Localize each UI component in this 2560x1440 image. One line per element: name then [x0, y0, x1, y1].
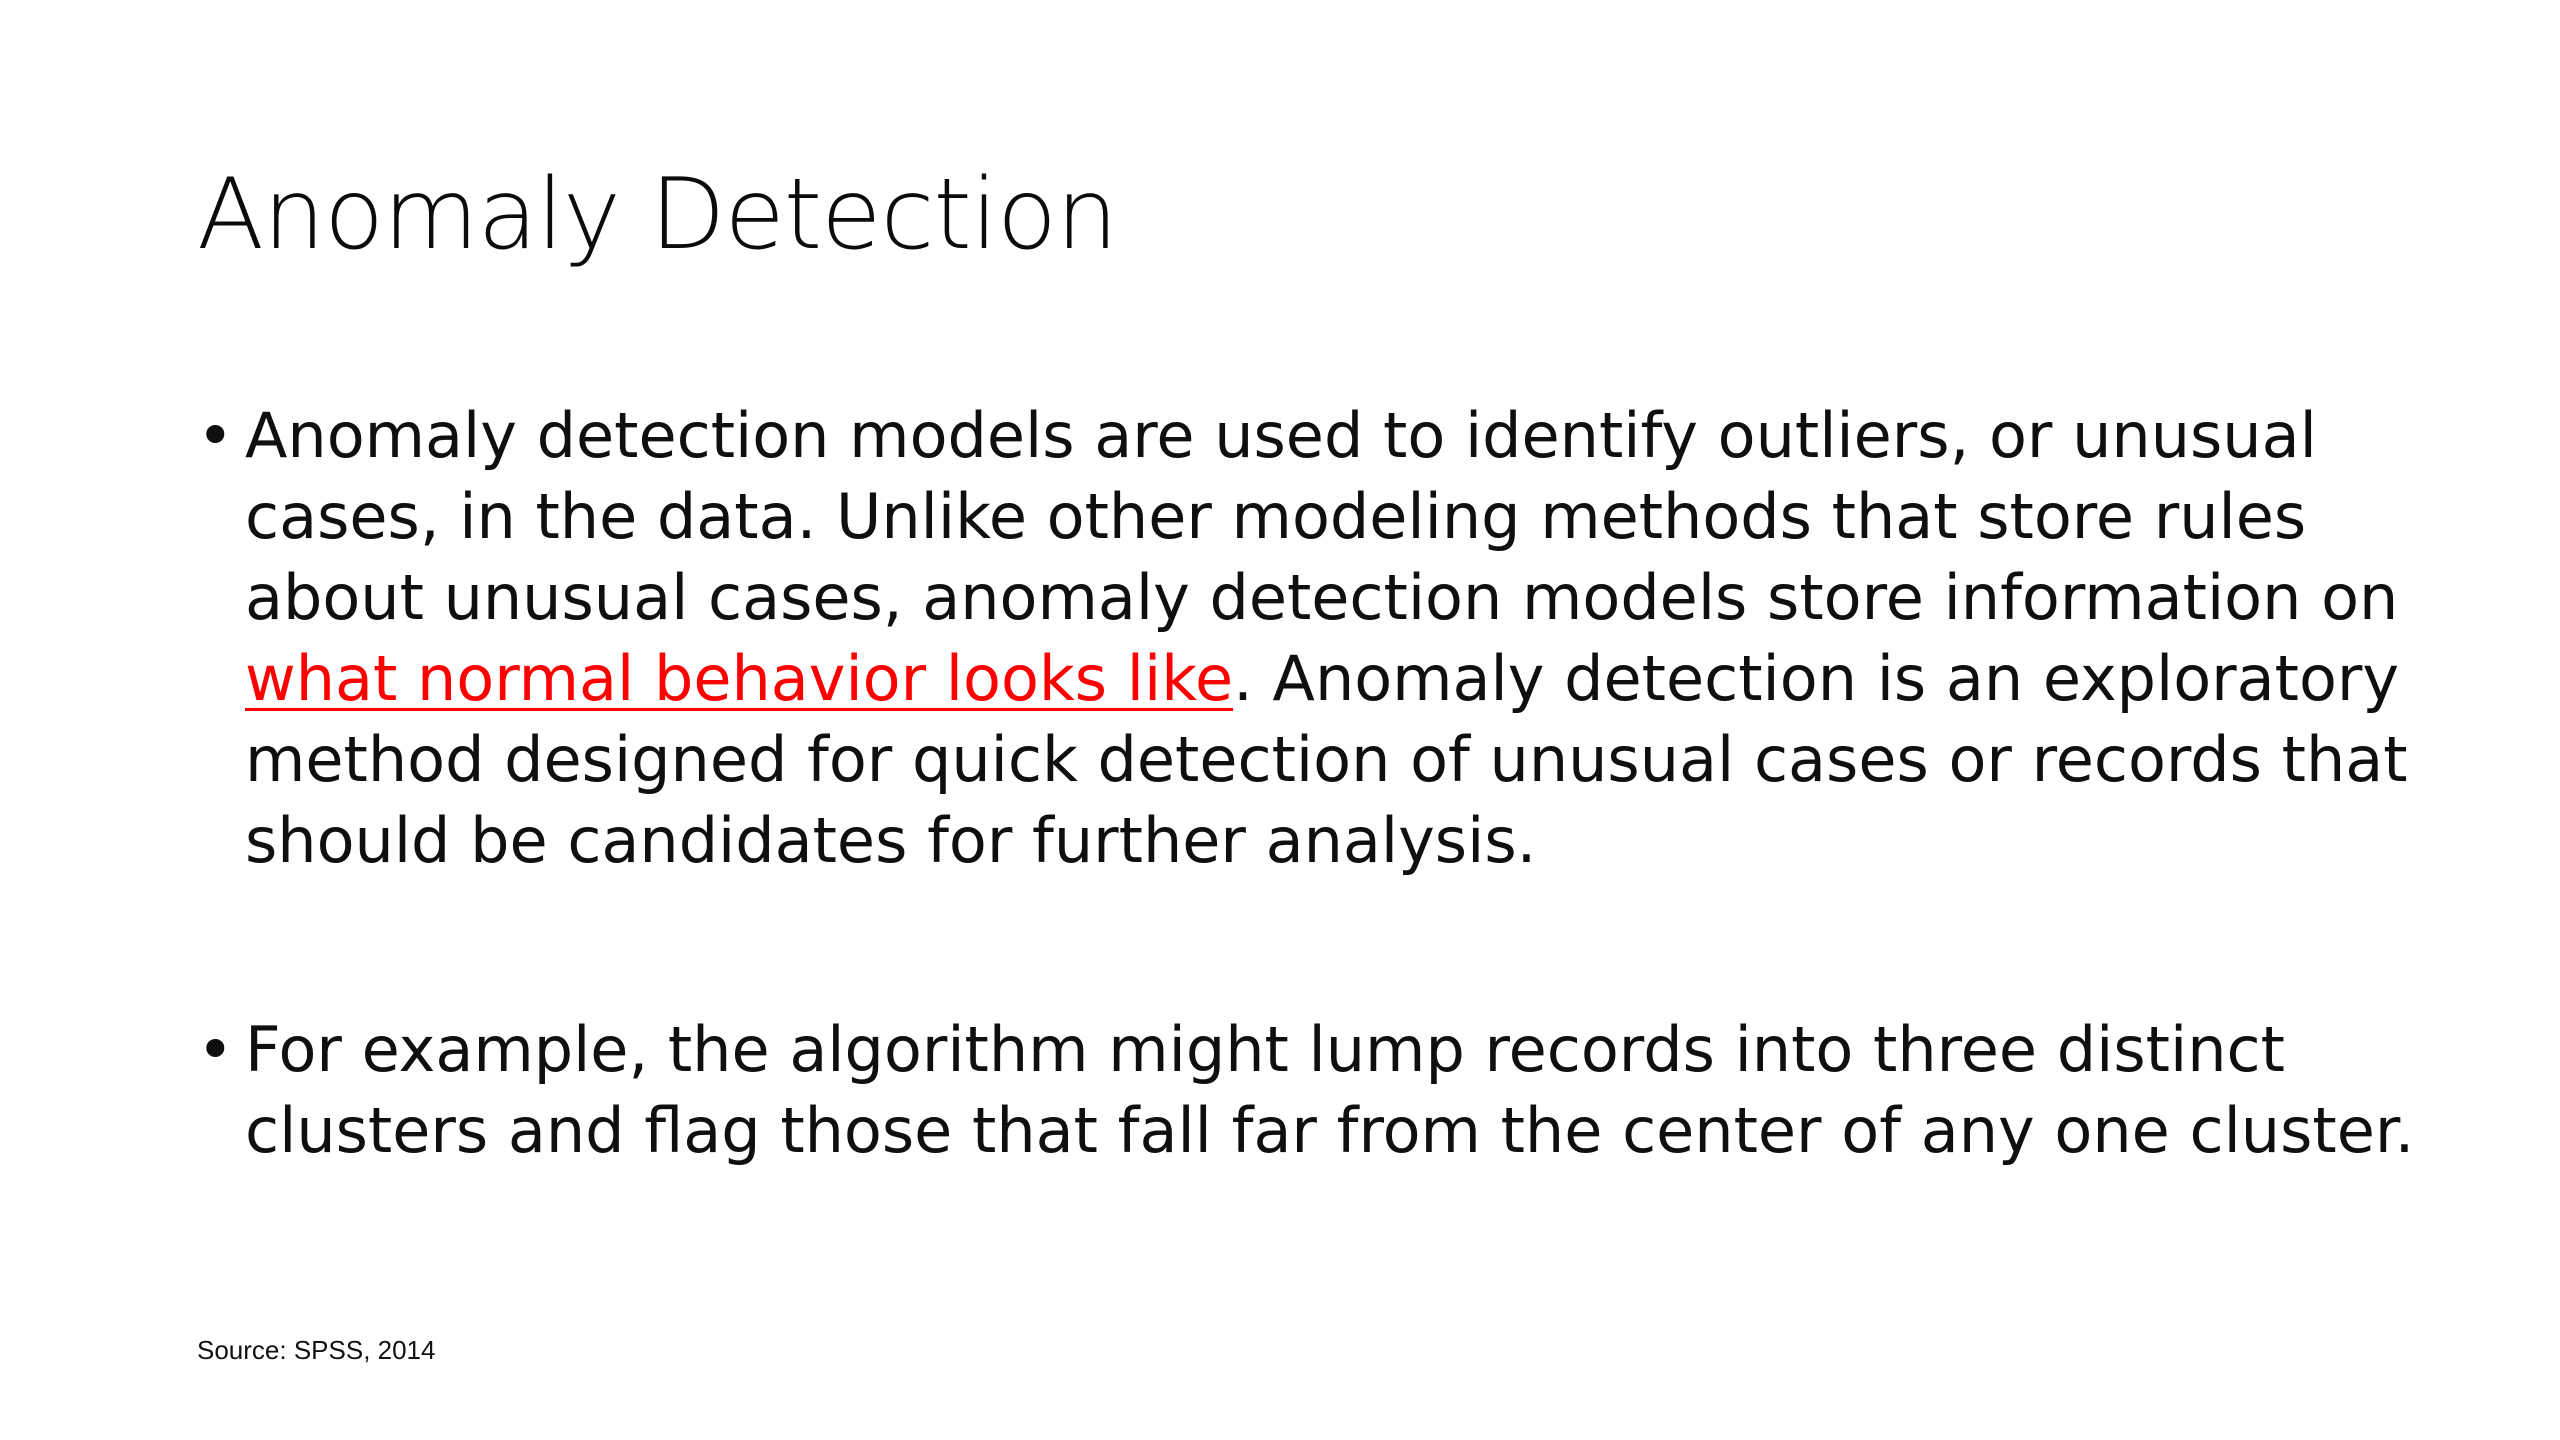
- bullet-text: Anomaly detection models are used to identify outliers, or unusual: [245, 399, 2317, 472]
- bullet-line: [245, 1009, 2437, 1090]
- highlighted-phrase: what normal behavior looks like: [245, 642, 1234, 715]
- bullet-line: [245, 395, 2437, 476]
- bullet-line: [245, 719, 2437, 800]
- bullet-marker: •: [197, 399, 234, 472]
- bullet-line: [245, 800, 2437, 881]
- slide-body: [197, 395, 2437, 1171]
- bullet-text: For example, the algorithm might lump records into three distinct: [245, 1013, 2285, 1086]
- bullet-text: clusters and flag those that fall far from the center of any one cluster.: [245, 1094, 2415, 1167]
- bullet-line: [245, 476, 2437, 557]
- slide-title: Anomaly Detection: [197, 158, 1118, 272]
- bullet-line: [245, 638, 2437, 719]
- bullet-marker: •: [197, 1013, 234, 1086]
- source-citation: Source: SPSS, 2014: [197, 1335, 436, 1365]
- bullet-text: cases, in the data. Unlike other modeling methods that store rules: [245, 480, 2307, 553]
- bullet-item: [197, 395, 2437, 881]
- bullet-text: . Anomaly detection is an exploratory: [1233, 642, 2400, 715]
- bullet-line: [245, 1090, 2437, 1171]
- bullet-item: [197, 1009, 2437, 1171]
- bullet-text: should be candidates for further analysis.: [245, 804, 1537, 877]
- bullet-line: [245, 557, 2437, 638]
- bullet-text: method designed for quick detection of unusual cases or records that: [245, 723, 2408, 796]
- bullet-text: about unusual cases, anomaly detection models store information on: [245, 561, 2399, 634]
